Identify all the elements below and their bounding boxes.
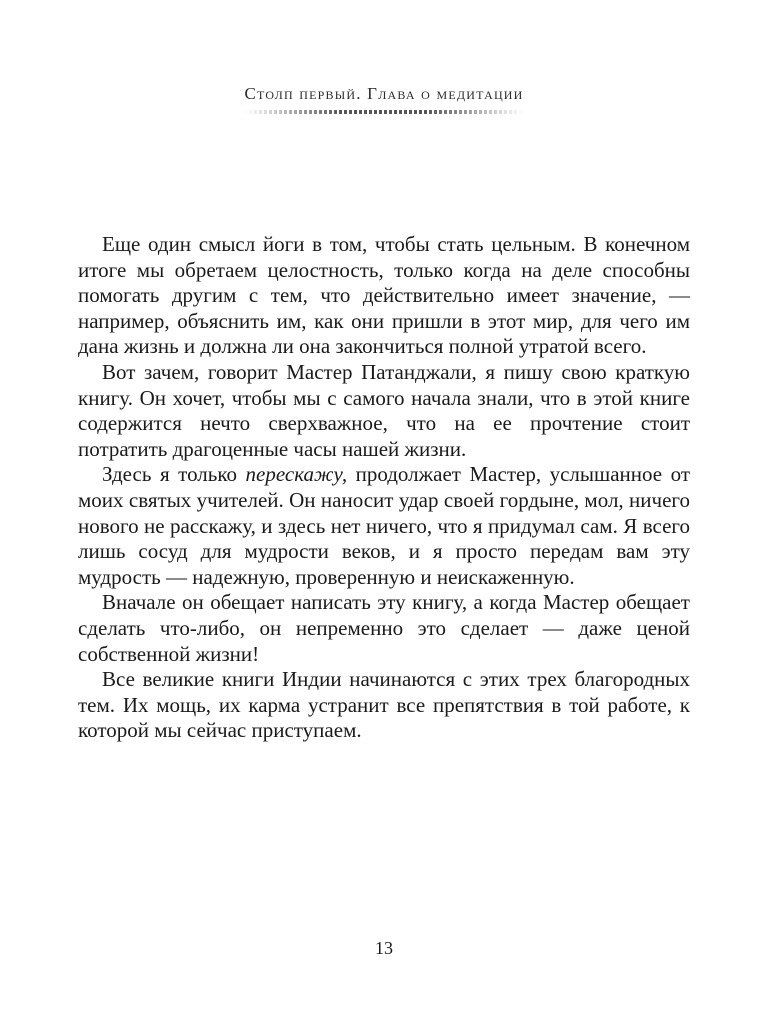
header-dotted-rule [244, 110, 524, 114]
paragraph-3 [78, 462, 690, 590]
paragraph-3-italic: перескажу, [245, 462, 348, 487]
paragraph-3-start: Здесь я только [102, 462, 246, 487]
running-head: Столп первый. Глава о медитации [244, 84, 524, 103]
paragraph-1: Еще один смысл йоги в том, чтобы стать цельным. В конечном итоге мы обретаем целостность, только когда на деле способны помогать другим с тем, что действительно имеет значение, — например, объяснить им, как они пришли в этот мир, для чего им дана жизнь и должна ли она закончиться полной утратой всего. [78, 232, 690, 359]
paragraph-4: Вначале он обещает написать эту книгу, а когда Мастер обещает сделать что-либо, он непременно это сделает — даже ценой собственной жизни! [78, 590, 690, 666]
paragraph-5: Все великие книги Индии начинаются с этих трех благородных тем. Их мощь, их карма устранит все препятствия в той работе, к которой мы сейчас приступаем. [78, 667, 690, 743]
page-number: 13 [375, 938, 393, 958]
paragraph-2: Вот зачем, говорит Мастер Патанджали, я пишу свою краткую книгу. Он хочет, чтобы мы с самого начала знали, что в этой книге содержится нечто сверхважное, что на ее прочтение стоит потратить драгоценные часы нашей жизни. [78, 359, 690, 461]
paragraph-3-end: продолжает Мастер, услышанное от моих святых учителей. Он наносит удар своей гордыне, мол, ничего нового не расскажу, и здесь нет ничего, что я придумал сам. Я всего лишь сосуд для мудрости веков, и я просто передам вам эту мудрость — надежную, проверенную и неискаженную. [78, 462, 691, 589]
body-text [78, 232, 690, 744]
